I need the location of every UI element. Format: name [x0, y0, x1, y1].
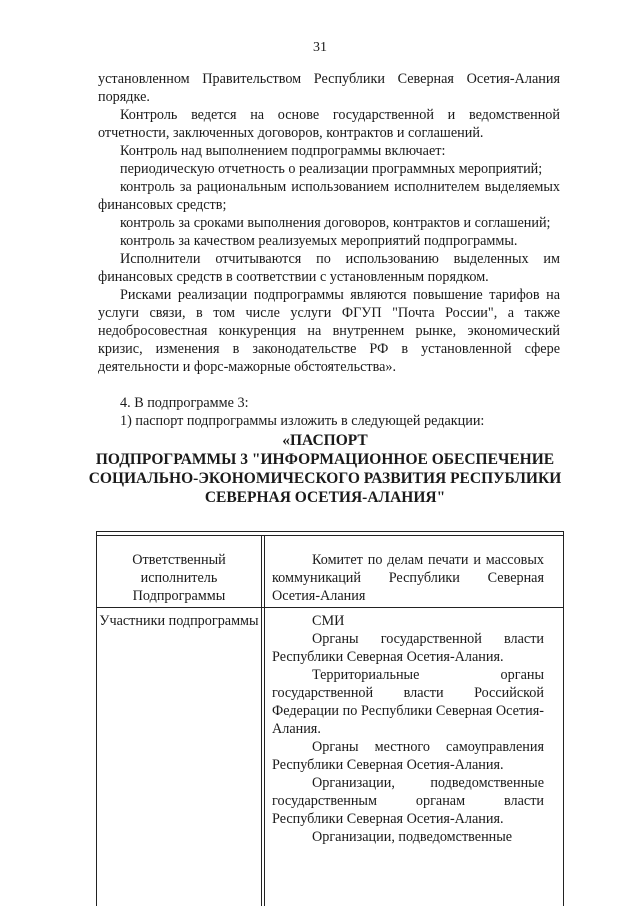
paragraph: контроль за сроками выполнения договоров, контрактов и соглашений;: [120, 215, 551, 231]
passport-heading: [70, 431, 580, 507]
table-row: [97, 610, 563, 906]
participant-item: Органы государственной власти Республики Северная Осетия-Алания.: [272, 631, 544, 665]
row-value-text: Комитет по делам печати и массовых коммуникаций Республики Северная Осетия-Алания: [272, 552, 544, 604]
row-label: Ответственный исполнитель Подпрограммы: [132, 552, 226, 604]
passport-table: [96, 531, 564, 906]
page-number: 31: [313, 40, 327, 55]
row-value: [272, 551, 544, 605]
section-item: 4. В подпрограмме 3:: [120, 395, 249, 411]
paragraph: Исполнители отчитываются по использованию выделенных им финансовых средств в соответствии с установленным порядком.: [98, 251, 560, 285]
participant-item: СМИ: [312, 613, 345, 629]
participant-item: Организации, подведомственные государственным органам власти Республики Северная Осетия-Алания.: [272, 775, 544, 827]
paragraph: контроль за качеством реализуемых мероприятий подпрограммы.: [120, 233, 518, 249]
paragraph: установленном Правительством Республики Северная Осетия-Алания порядке.: [98, 71, 560, 105]
participant-item: Территориальные органы государственной власти Российской Федерации по Республики Северная Осетия-Алания.: [272, 667, 544, 737]
heading-line: «ПАСПОРТ: [282, 432, 368, 449]
paragraph: периодическую отчетность о реализации программных мероприятий;: [120, 161, 543, 177]
paragraph: Рисками реализации подпрограммы являются повышение тарифов на услуги связи, в том числе услуги ФГУП "Почта России", а также недобросовестная конкуренция на внутреннем рынке, экономический кризис, изменения в законодательстве РФ в установленной сфере деятельности и форс-мажорные обстоятельства».: [98, 287, 560, 375]
heading-line: ПОДПРОГРАММЫ 3 "ИНФОРМАЦИОННОЕ ОБЕСПЕЧЕНИЕ: [95, 451, 555, 468]
row-value: [272, 612, 544, 846]
row-label: Участники подпрограммы: [99, 613, 259, 629]
heading-line: СЕВЕРНАЯ ОСЕТИЯ-АЛАНИЯ": [204, 489, 446, 506]
document-body: [98, 70, 560, 430]
table-row: [97, 543, 563, 608]
sub-item: 1) паспорт подпрограммы изложить в следующей редакции:: [120, 413, 485, 429]
participant-item: Органы местного самоуправления Республики Северная Осетия-Алания.: [272, 739, 544, 773]
heading-line: СОЦИАЛЬНО-ЭКОНОМИЧЕСКОГО РАЗВИТИЯ РЕСПУБЛИКИ: [88, 470, 562, 487]
spacer: [98, 376, 560, 394]
paragraph: Контроль над выполнением подпрограммы включает:: [120, 143, 446, 159]
participant-item: Организации, подведомственные: [312, 829, 513, 845]
paragraph: Контроль ведется на основе государственной и ведомственной отчетности, заключенных договоров, контрактов и соглашений.: [98, 107, 560, 141]
paragraph: контроль за рациональным использованием исполнителем выделяемых финансовых средств;: [98, 179, 560, 213]
